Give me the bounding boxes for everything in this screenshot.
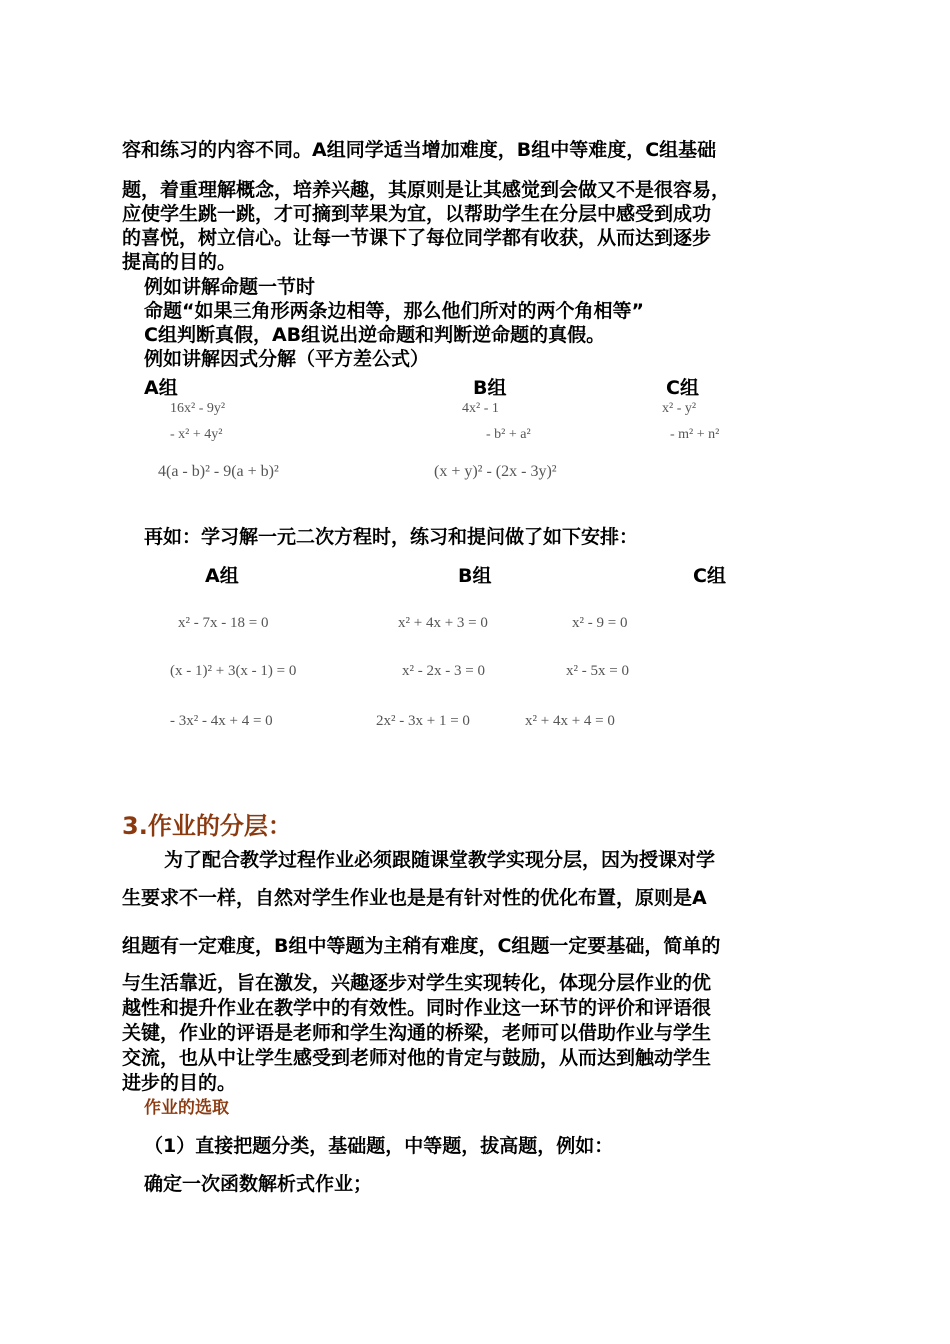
factor-intro: 例如讲解因式分解（平方差公式）: [144, 348, 430, 370]
factor-expr: (x + y)² - (2x - 3y)²: [434, 463, 557, 480]
quadratic-group-c-label: C组: [693, 565, 726, 587]
factor-expr: - m² + n²: [670, 427, 720, 442]
equation: (x - 1)² + 3(x - 1) = 0: [170, 663, 297, 679]
factor-expr: x² - y²: [662, 401, 697, 416]
list-item: 确定一次函数解析式作业；: [144, 1173, 373, 1195]
factor-expr: 4(a - b)² - 9(a + b)²: [158, 463, 279, 480]
paragraph-line: 交流，也从中让学生感受到老师对他的肯定与鼓励，从而达到触动学生: [122, 1047, 712, 1069]
factor-expr: - b² + a²: [486, 427, 531, 442]
factor-group-c-label: C组: [666, 377, 699, 399]
equation: x² - 9 = 0: [572, 615, 628, 631]
paragraph-line: 组题有一定难度，B组中等题为主稍有难度，C组题一定要基础，简单的: [122, 935, 721, 957]
list-item: （1）直接把题分类，基础题，中等题，拔高题，例如：: [144, 1135, 614, 1157]
paragraph-line: 与生活靠近，旨在激发，兴趣逐步对学生实现转化，体现分层作业的优: [122, 972, 712, 994]
paragraph-line: 题，着重理解概念，培养兴趣，其原则是让其感觉到会做又不是很容易，: [122, 179, 731, 201]
equation: x² + 4x + 3 = 0: [398, 615, 488, 631]
paragraph-line: 容和练习的内容不同。A组同学适当增加难度，B组中等难度，C组基础: [122, 139, 717, 161]
equation: 2x² - 3x + 1 = 0: [376, 713, 470, 729]
factor-expr: 16x² - 9y²: [170, 401, 226, 416]
equation: x² - 2x - 3 = 0: [402, 663, 485, 679]
factor-group-a-label: A组: [144, 377, 178, 399]
paragraph-line: 提高的目的。: [122, 251, 237, 273]
quadratic-intro: 再如：学习解一元二次方程时，练习和提问做了如下安排：: [144, 526, 639, 548]
equation: - 3x² - 4x + 4 = 0: [170, 713, 273, 729]
section-heading: 3.作业的分层：: [122, 812, 292, 840]
factor-expr: - x² + 4y²: [170, 427, 223, 442]
paragraph-line: 的喜悦，树立信心。让每一节课下了每位同学都有收获，从而达到逐步: [122, 227, 712, 249]
paragraph-line: 生要求不一样，自然对学生作业也是是有针对性的优化布置，原则是A: [122, 887, 707, 909]
factor-expr: 4x² - 1: [462, 401, 499, 416]
subheading: 作业的选取: [144, 1098, 229, 1118]
paragraph-line: 进步的目的。: [122, 1072, 237, 1094]
equation: x² - 7x - 18 = 0: [178, 615, 269, 631]
paragraph-line: 为了配合教学过程作业必须跟随课堂教学实现分层，因为授课对学: [164, 849, 716, 871]
example-intro: 例如讲解命题一节时: [144, 276, 316, 298]
proposition-task: C组判断真假，AB组说出逆命题和判断逆命题的真假。: [144, 324, 606, 346]
quadratic-group-a-label: A组: [205, 565, 239, 587]
factor-group-b-label: B组: [473, 377, 507, 399]
paragraph-line: 越性和提升作业在教学中的有效性。同时作业这一环节的评价和评语很: [122, 997, 712, 1019]
paragraph-line: 应使学生跳一跳，才可摘到苹果为宜，以帮助学生在分层中感受到成功: [122, 203, 712, 225]
equation: x² + 4x + 4 = 0: [525, 713, 615, 729]
quadratic-group-b-label: B组: [458, 565, 492, 587]
equation: x² - 5x = 0: [566, 663, 629, 679]
paragraph-line: 关键，作业的评语是老师和学生沟通的桥梁，老师可以借助作业与学生: [122, 1022, 712, 1044]
proposition-statement: 命题“如果三角形两条边相等，那么他们所对的两个角相等”: [144, 300, 644, 322]
